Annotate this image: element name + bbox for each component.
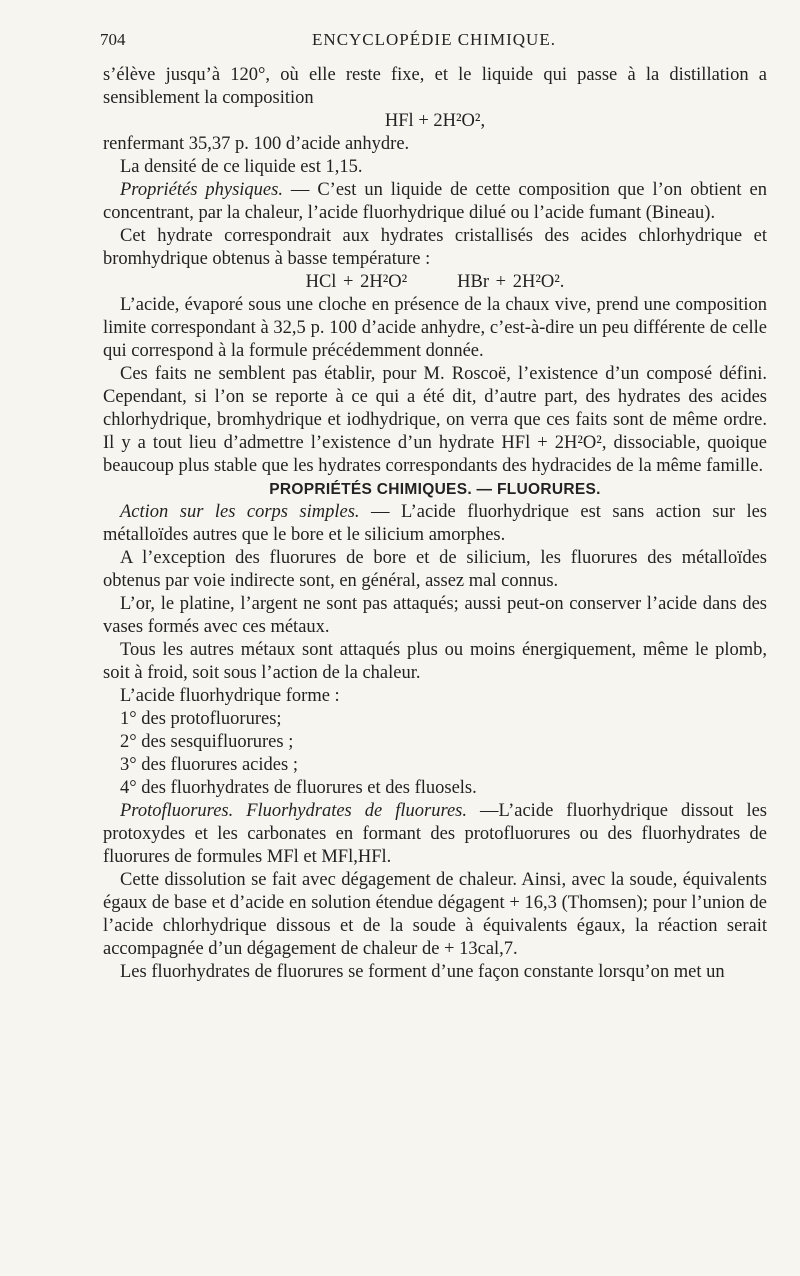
formula: HCl + 2H²O² (305, 272, 408, 292)
paragraph (103, 179, 767, 225)
paragraph: L’or, le platine, l’argent ne sont pas attaqués; aussi peut-on conserver l’acide dans des vases formés avec ces métaux. (103, 594, 767, 637)
paragraph: Ces faits ne semblent pas établir, pour M. Roscoë, l’existence d’un composé défini. Cependant, si l’on se reporte à ce qui a été dit, d’autre part, des hydrates des acides chlorhydrique, bromhydrique et iodhydrique, on verra que ces faits sont de même ordre. Il y a tout lieu d’admettre l’existence d’un hydrate HFl + 2H²O², dissociable, quoique beaucoup plus stable que les hydrates correspondants des hydracides de la même famille. (103, 364, 767, 476)
paragraph-lead-italic: Propriétés physiques. (120, 180, 283, 200)
paragraph: La densité de ce liquide est 1,15. (120, 157, 363, 177)
page-body (103, 64, 767, 984)
paragraph: Cette dissolution se fait avec dégagement de chaleur. Ainsi, avec la soude, équivalents égaux de base et d’acide en solution étendue dégagent + 16,3 (Thomsen); pour l’union de l’acide chlorhydrique dissous et de la soude à équivalents égaux, la réaction serait accompagnée d’un dégagement de chaleur de + 13cal,7. (103, 870, 767, 959)
paragraph: A l’exception des fluorures de bore et de silicium, les fluorures des métalloïdes obtenus par voie indirecte sont, en général, assez mal connus. (103, 548, 767, 591)
paragraph-text: — L’acide fluorhydrique est sans action sur les métalloïdes autres que le bore et le silicium amorphes. (103, 502, 767, 545)
paragraph-lead-italic: Protofluorures. Fluorhydrates de fluorures. (120, 801, 467, 821)
paragraph-text: — C’est un liquide de cette composition que l’on obtient en concentrant, par la chaleur, l’acide fluorhydrique dilué ou l’acide fumant (Bineau). (103, 180, 767, 223)
paragraph: renfermant 35,37 p. 100 d’acide anhydre. (103, 134, 410, 154)
page-number: 704 (100, 30, 126, 49)
paragraph-lead-italic: Action sur les corps simples. (120, 502, 360, 522)
paragraph-text: —L’acide fluorhydrique dissout les protoxydes et les carbonates en formant des protofluorures ou des fluorhydrates de fluorures de formules MFl et MFl,HFl. (103, 801, 767, 867)
list-item: 3° des fluorures acides ; (120, 755, 298, 775)
paragraph: s’élève jusqu’à 120°, où elle reste fixe, et le liquide qui passe à la distillation a sensiblement la composition (103, 65, 767, 108)
page-header (100, 30, 768, 54)
list-item: 2° des sesquifluorures ; (120, 732, 294, 752)
paragraph (103, 800, 767, 869)
formula-pair (103, 271, 767, 294)
formula: HFl + 2H²O², (384, 111, 486, 131)
paragraph: Tous les autres métaux sont attaqués plus ou moins énergiquement, même le plomb, soit à froid, soit sous l’action de la chaleur. (103, 640, 767, 683)
section-heading: PROPRIÉTÉS CHIMIQUES. — FLUORURES. (269, 481, 601, 498)
paragraph: Les fluorhydrates de fluorures se forment d’une façon constante lorsqu’on met un (120, 962, 725, 982)
running-title: ENCYCLOPÉDIE CHIMIQUE. (312, 30, 556, 49)
formula: HBr + 2H²O². (457, 272, 565, 292)
paragraph: L’acide, évaporé sous une cloche en présence de la chaux vive, prend une composition limite correspondant à 32,5 p. 100 d’acide anhydre, c’est-à-dire un peu différente de celle qui correspond à la formule précédemment donnée. (103, 295, 767, 361)
paragraph (103, 501, 767, 547)
list-item: 1° des protofluorures; (120, 709, 282, 729)
paragraph: Cet hydrate correspondrait aux hydrates cristallisés des acides chlorhydrique et bromhydrique obtenus à basse température : (103, 226, 767, 269)
paragraph: L’acide fluorhydrique forme : (120, 686, 340, 706)
list-item: 4° des fluorhydrates de fluorures et des fluosels. (120, 778, 477, 798)
